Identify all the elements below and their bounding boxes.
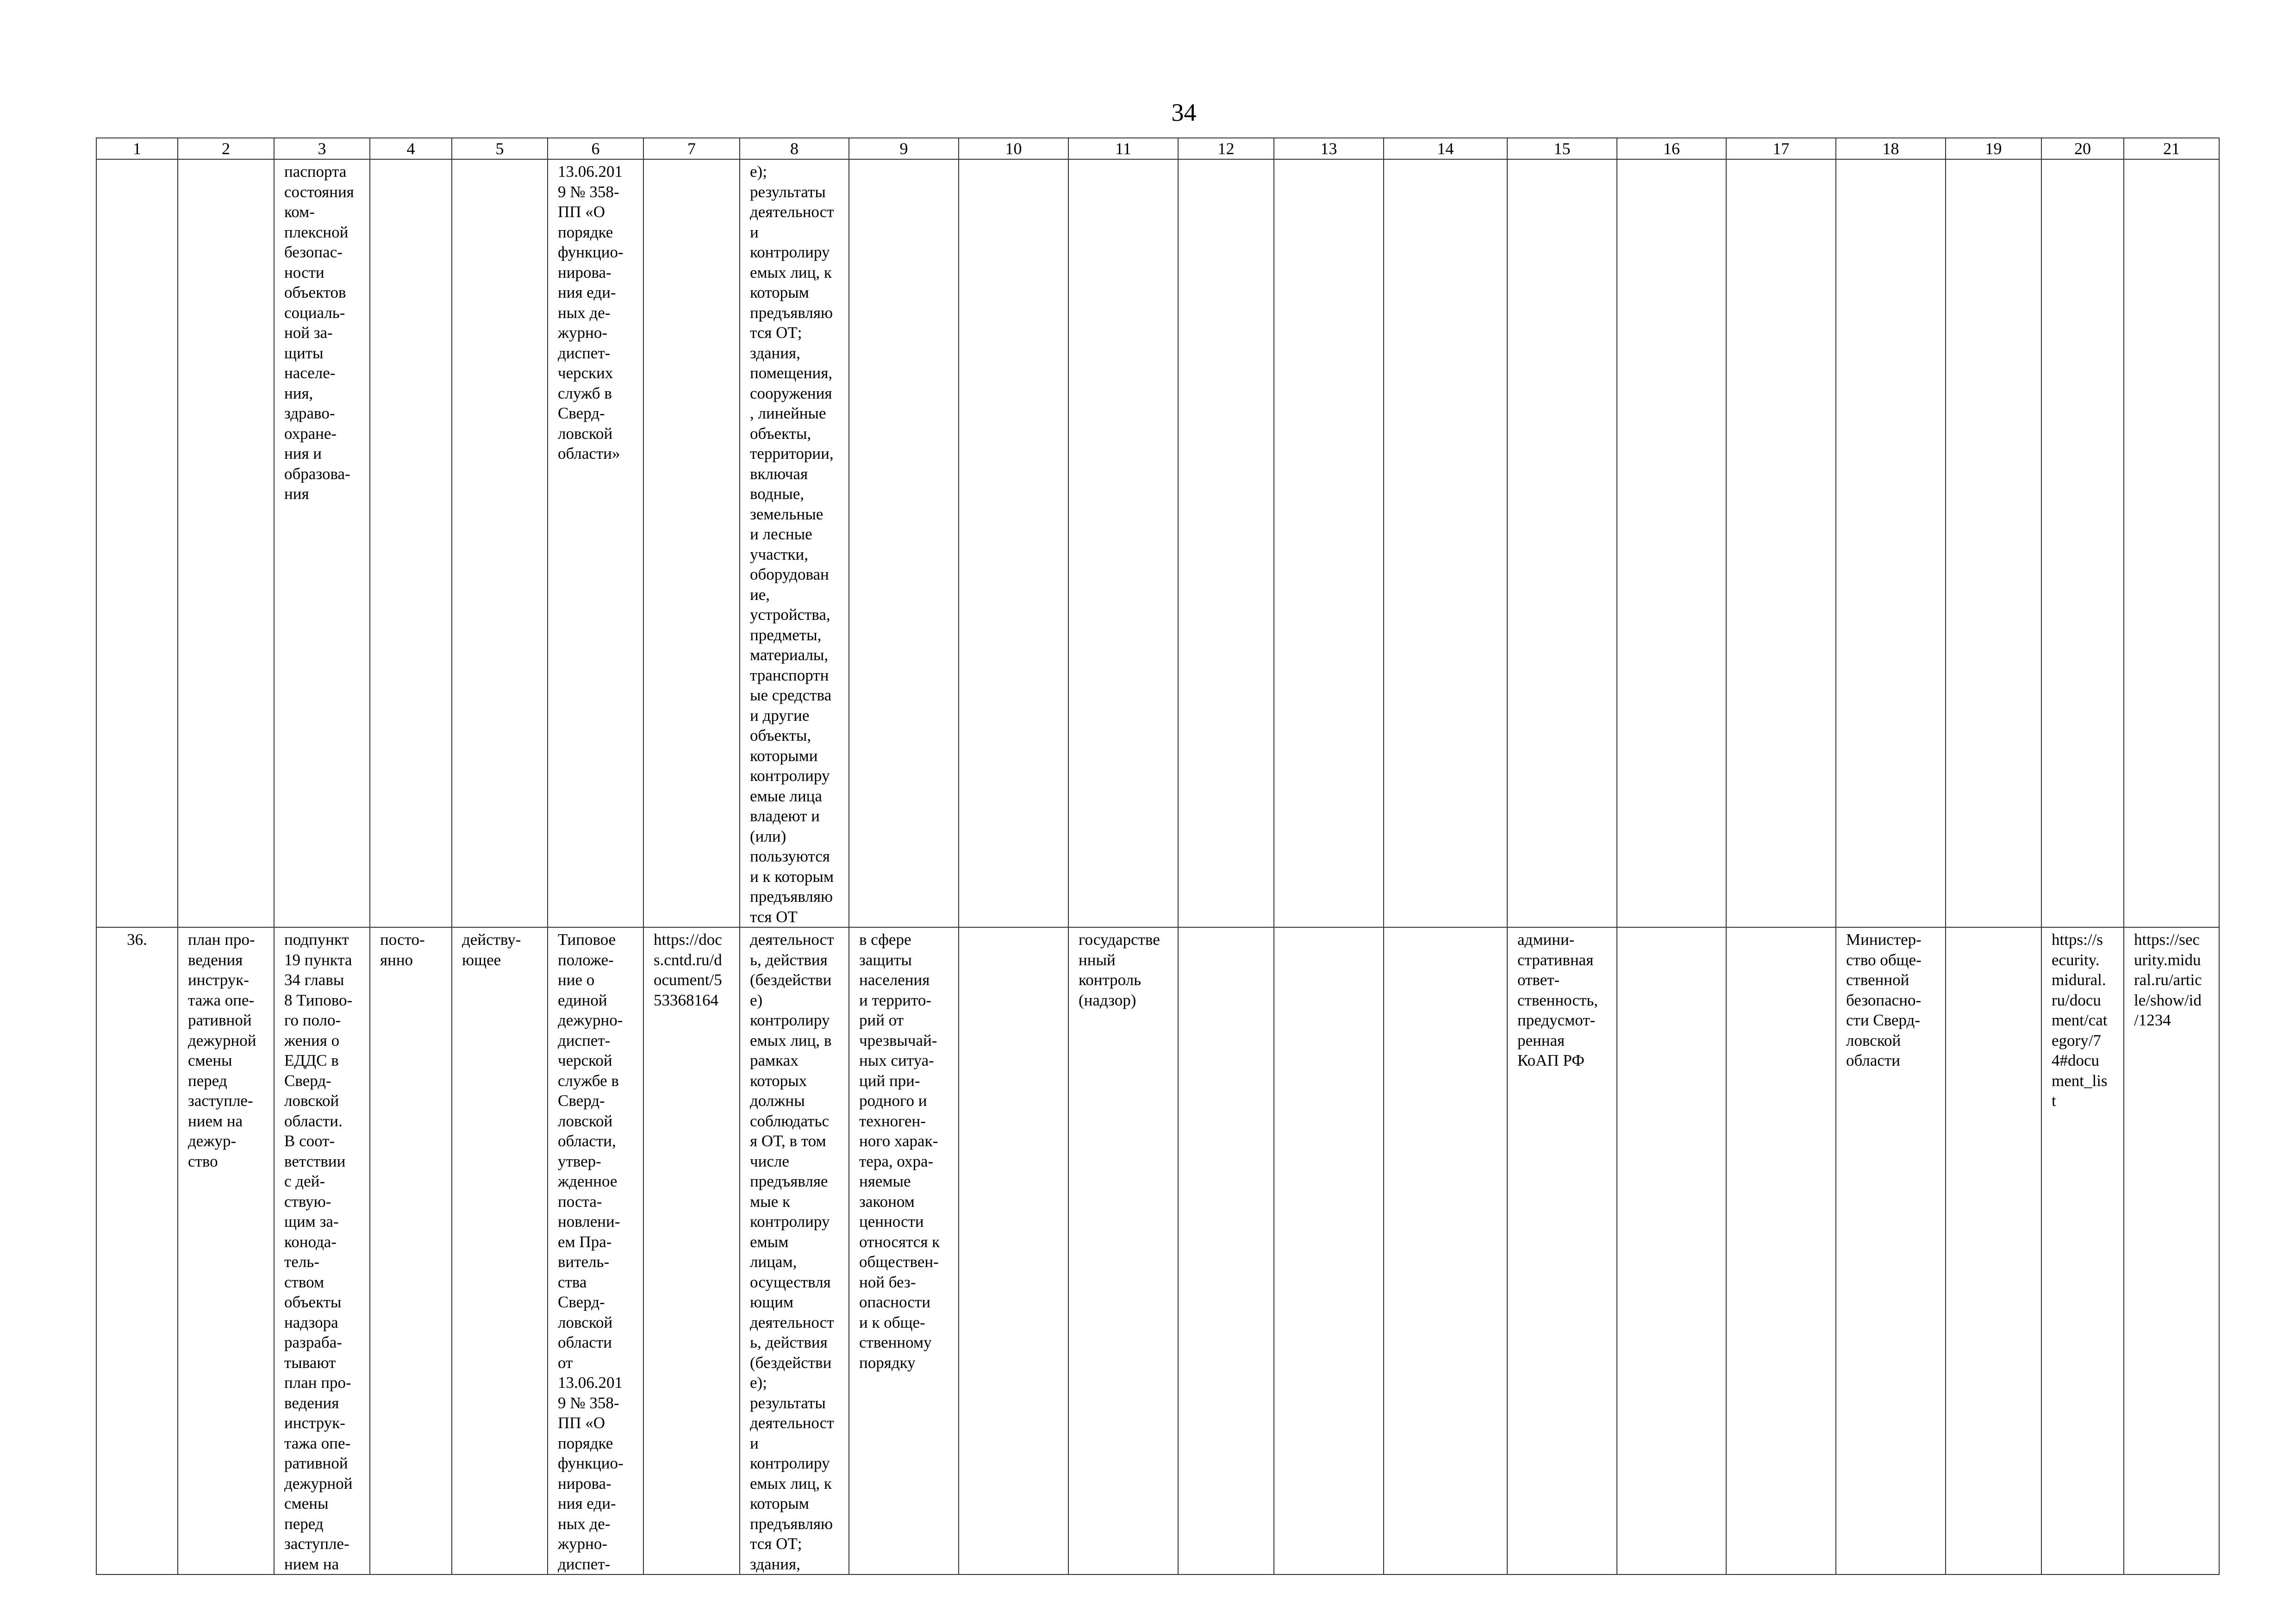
table-cell: паспорта состояния ком- плексной безопас- ности объектов социаль- ной за- щиты населе- ния, здраво- охране- ния и образова- ния [274,159,370,927]
table-cell: 13.06.201 9 № 358- ПП «О порядке функцио- нирова- ния еди- ных де- журно- диспет- черских служб в Сверд- ловской области» [548,159,643,927]
table-cell [1617,159,1726,927]
column-header: 20 [2041,138,2124,159]
table-row [96,927,2219,1574]
table-cell [1178,159,1274,927]
table-cell: е); результаты деятельност и контролиру емых лиц, к которым предъявляю тся ОТ; здания, помещения, сооружения , линейные объекты, территории, включая водные, земельные и лесные участки, оборудован ие, устройства, предметы, материалы, транспортн ые средства и другие объекты, которыми контролиру емые лица владеют и (или) пользуются и к которым предъявляю тся ОТ [740,159,849,927]
table-cell-link: https://doc s.cntd.ru/d ocument/5 53368164 [643,927,740,1574]
table-cell [643,159,740,927]
column-header: 12 [1178,138,1274,159]
table-cell [959,927,1068,1574]
column-header: 7 [643,138,740,159]
column-header: 19 [1946,138,2041,159]
table-cell [1617,927,1726,1574]
table-cell: подпункт 19 пункта 34 главы 8 Типово- го поло- жения о ЕДДС в Сверд- ловской области. В соот- ветствии с дей- ствую- щим за- конода- тель- ством объекты надзора разраба- тывают план про- ведения инструк- тажа опе- ративной дежурной смены перед заступле- нием на [274,927,370,1574]
table-cell [1726,927,1836,1574]
column-header: 11 [1068,138,1178,159]
table-cell [1384,927,1507,1574]
table-cell [2041,159,2124,927]
table-cell [2124,159,2219,927]
table-cell [96,159,178,927]
table-cell: действу- ющее [452,927,548,1574]
table-cell [1726,159,1836,927]
column-header: 4 [370,138,452,159]
column-header: 10 [959,138,1068,159]
column-header: 5 [452,138,548,159]
table-row [96,159,2219,927]
table-cell [452,159,548,927]
column-header: 16 [1617,138,1726,159]
table-cell [1274,159,1384,927]
column-header: 17 [1726,138,1836,159]
table-cell [1384,159,1507,927]
table-cell [1946,159,2041,927]
table-cell [178,159,274,927]
header-row [96,138,2219,159]
table-cell [1507,159,1617,927]
column-header: 6 [548,138,643,159]
column-header: 2 [178,138,274,159]
table-cell [1836,159,1946,927]
page-number: 34 [1171,99,1197,126]
table-cell: в сфере защиты населения и террито- рий от чрезвычай- ных ситуа- ций при- родного и техноген- ного харак- тера, охра- няемые законом ценности относятся к обществен- ной без- опасности и к обще- ственному порядку [849,927,959,1574]
table-cell: админи- стративная ответ- ственность, предусмот- ренная КоАП РФ [1507,927,1617,1574]
column-header: 8 [740,138,849,159]
column-header: 1 [96,138,178,159]
table-cell-link: https://s ecurity. midural. ru/docu ment/cat egory/7 4#docu ment_lis t [2041,927,2124,1574]
column-header: 14 [1384,138,1507,159]
table-cell: посто- янно [370,927,452,1574]
registry-table [96,137,2220,1575]
table-cell [1178,927,1274,1574]
column-header: 3 [274,138,370,159]
table-cell [849,159,959,927]
table-cell-link: https://sec urity.midu ral.ru/artic le/show/id /1234 [2124,927,2219,1574]
column-header: 15 [1507,138,1617,159]
column-header: 18 [1836,138,1946,159]
table-cell: план про- ведения инструк- тажа опе- ративной дежурной смены перед заступле- нием на дежур- ство [178,927,274,1574]
table-cell: Министер- ство обще- ственной безопасно- сти Сверд- ловской области [1836,927,1946,1574]
column-header: 21 [2124,138,2219,159]
table-cell [1274,927,1384,1574]
table-cell: государстве нный контроль (надзор) [1068,927,1178,1574]
table-cell [370,159,452,927]
column-header: 13 [1274,138,1384,159]
table-cell: Типовое положе- ние о единой дежурно- диспет- черской службе в Сверд- ловской области, утвер- жденное поста- новлени- ем Пра- витель- ства Сверд- ловской области от 13.06.201 9 № 358- ПП «О порядке функцио- нирова- ния еди- ных де- журно- диспет- [548,927,643,1574]
column-header: 9 [849,138,959,159]
table-cell [1068,159,1178,927]
table-cell: деятельност ь, действия (бездействи е) контролиру емых лиц, в рамках которых должны соблюдатьс я ОТ, в том числе предъявляе мые к контролиру емым лицам, осуществля ющим деятельност ь, действия (бездействи е); результаты деятельност и контролиру емых лиц, к которым предъявляю тся ОТ; здания, [740,927,849,1574]
row-number: 36. [96,927,178,1574]
table-cell [1946,927,2041,1574]
table-cell [959,159,1068,927]
